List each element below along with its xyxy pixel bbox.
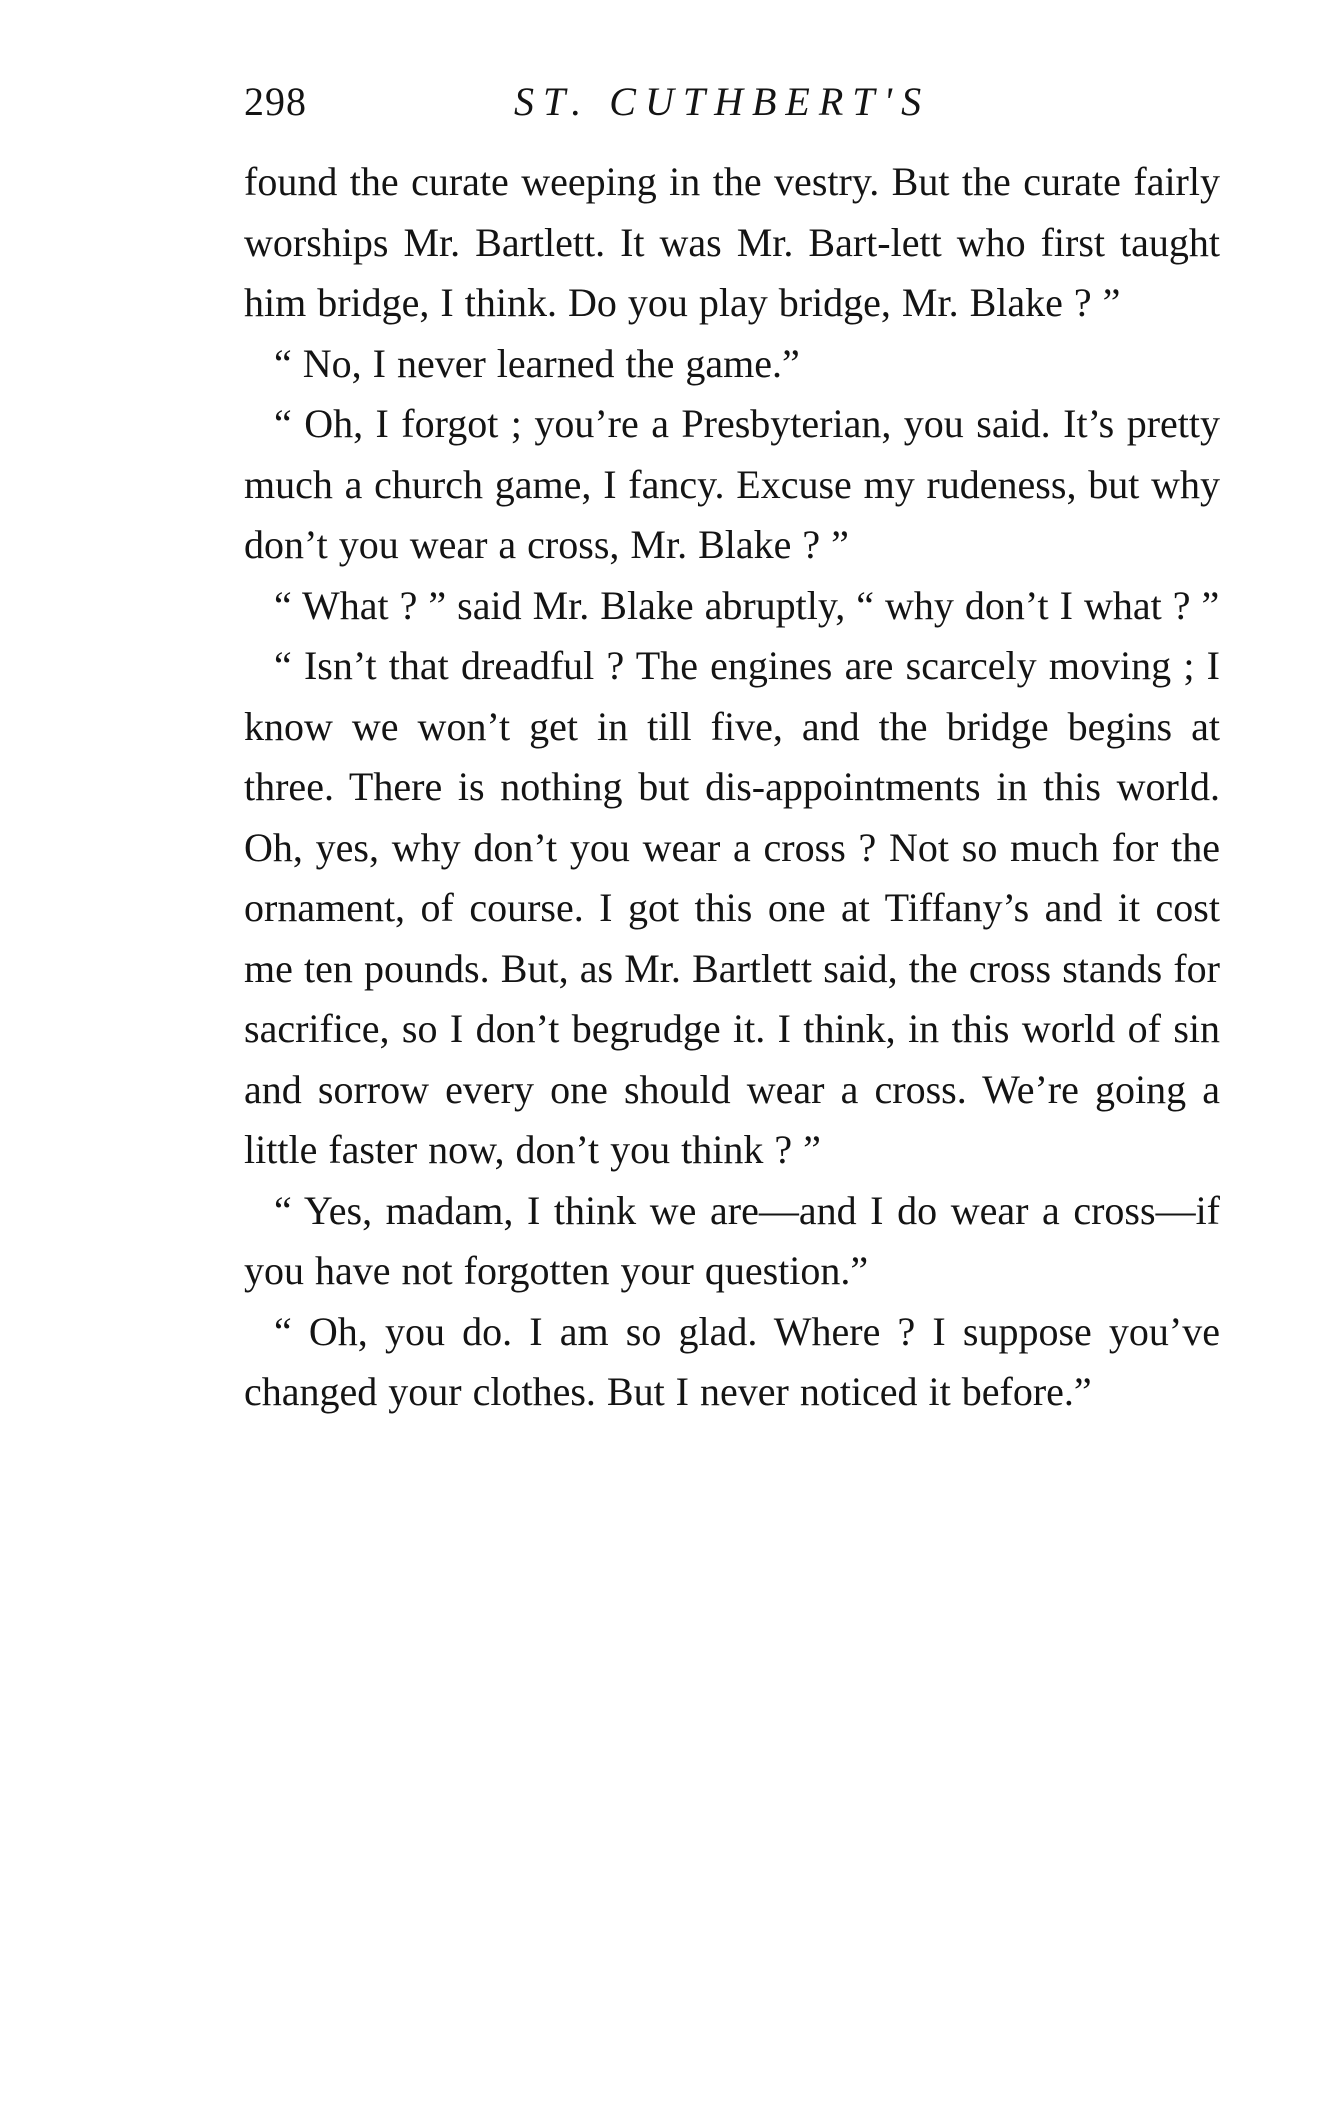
paragraph-7: “ Oh, you do. I am so glad. Where ? I suppose you’ve changed your clothes. But I never noticed it before.” — [244, 1308, 1220, 1414]
body-text — [244, 152, 1220, 1423]
paragraph-2: “ No, I never learned the game.” — [274, 340, 800, 386]
page-number: 298 — [244, 79, 307, 124]
paragraph-1: found the curate weeping in the vestry. But the curate fairly worships Mr. Bartlett. It was Mr. Bart-lett who first taught him bridge, I think. Do you play bridge, Mr. Blake ? ” — [244, 159, 1220, 325]
paragraph-3: “ Oh, I forgot ; you’re a Presbyterian, you said. It’s pretty much a church game, I fancy. Excuse my rudeness, but why don’t you wear a cross, Mr. Blake ? ” — [244, 401, 1220, 567]
running-head — [244, 72, 1224, 132]
running-title: ST. CUTHBERT'S — [514, 79, 931, 124]
paragraph-5: “ Isn’t that dreadful ? The engines are scarcely moving ; I know we won’t get in till five, and the bridge begins at three. There is nothing but dis-appointments in this world. Oh, yes, why don’t you wear a cross ? Not so much for the ornament, of course. I got this one at Tiffany’s and it cost me ten pounds. But, as Mr. Bartlett said, the cross stands for sacrifice, so I don’t begrudge it. I think, in this world of sin and sorrow every one should wear a cross. We’re going a little faster now, don’t you think ? ” — [244, 643, 1220, 1172]
paragraph-6: “ Yes, madam, I think we are—and I do wear a cross—if you have not forgotten your question.” — [244, 1187, 1220, 1293]
paragraph-4: “ What ? ” said Mr. Blake abruptly, “ why don’t I what ? ” — [274, 582, 1220, 628]
